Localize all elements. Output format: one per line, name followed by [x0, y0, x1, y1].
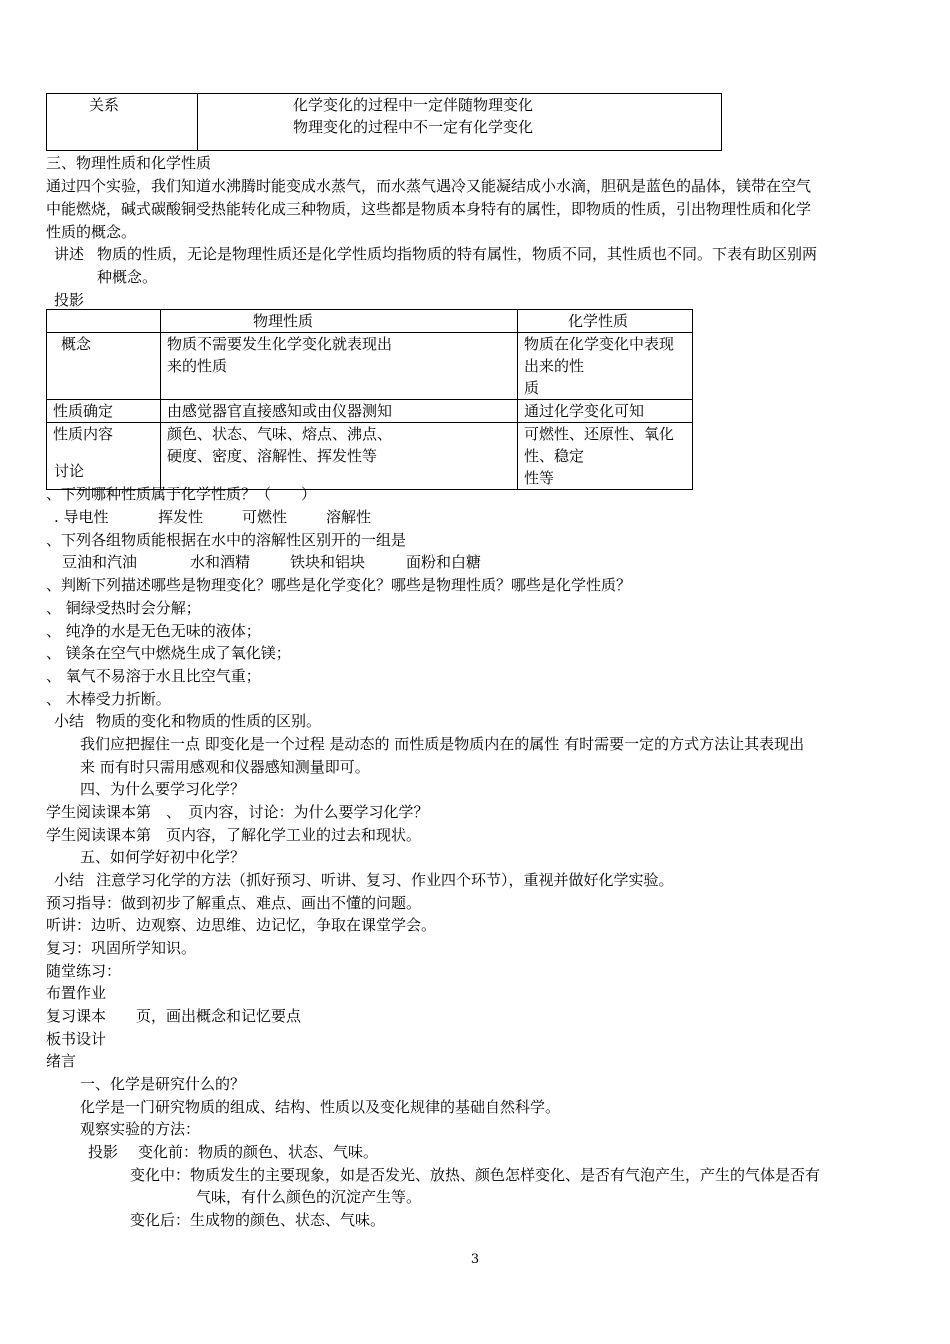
row-determine-label: 性质确定 — [47, 400, 161, 423]
row-content-label: 性质内容 — [47, 423, 161, 490]
header-empty — [47, 310, 161, 333]
content-chemical-line-1: 可燃性、还原性、氧化性、稳定 — [524, 425, 675, 465]
relation-label: 关系 — [47, 94, 198, 151]
content-physical-line-1: 颜色、状态、气味、熔点、沸点、 — [167, 425, 393, 443]
q1-option-b: 挥发性 — [158, 508, 204, 526]
listen-guide: 听讲：边听、边观察、边思维、边记忆，争取在课堂学会。 — [46, 916, 437, 934]
board-q1: 一、化学是研究什么的？ — [80, 1075, 246, 1093]
preview-guide: 预习指导：做到初步了解重点、难点、画出不懂的问题。 — [46, 894, 422, 912]
board-during-2: 气味，有什么颜色的沉淀产生等。 — [196, 1188, 422, 1206]
section5-heading: 五、如何学好初中化学？ — [80, 848, 246, 866]
row-content-physical — [161, 423, 518, 490]
section3-heading: 三、物理性质和化学性质 — [46, 154, 212, 172]
homework-label: 布置作业 — [46, 984, 107, 1002]
row-concept-chemical — [518, 333, 693, 400]
section3-intro-1: 通过四个实验，我们知道水沸腾时能变成水蒸气，而水蒸气遇冷又能凝结成小水滴，胆矾是蓝色的晶体，镁带在空气 — [46, 177, 812, 195]
concept-physical-line-1: 物质不需要发生化学变化就表现出 — [167, 335, 393, 353]
q1-option-a: . 导电性 — [54, 508, 109, 526]
relation-content — [198, 94, 722, 151]
introduction-label: 绪言 — [46, 1052, 77, 1070]
section4-line-2: 学生阅读课本第 页内容，了解化学工业的过去和现状。 — [46, 826, 422, 844]
q3-item-5: 、 木棒受力折断。 — [46, 690, 171, 708]
board-after: 变化后：生成物的颜色、状态、气味。 — [130, 1211, 386, 1229]
review-guide: 复习：巩固所学知识。 — [46, 939, 197, 957]
summary1-label: 小结 — [54, 712, 85, 730]
q2-option-d: 面粉和白糖 — [406, 553, 482, 571]
content-physical-line-2: 硬度、密度、溶解性、挥发性等 — [167, 447, 378, 465]
row-concept-label: 概念 — [47, 333, 161, 400]
discussion-label: 讨论 — [54, 462, 85, 480]
q2-option-a: 豆油和汽油 — [62, 553, 138, 571]
relation-table — [46, 93, 722, 151]
question-1: 、下列哪种性质属于化学性质？（ ） — [46, 485, 317, 503]
q2-option-c: 铁块和铝块 — [290, 553, 366, 571]
concept-chemical-line-1: 物质在化学变化中表现出来的性 — [524, 335, 675, 375]
summary1-detail-1: 我们应把握住一点 即变化是一个过程 是动态的 而性质是物质内在的属性 有时需要一定的方式方法让其表现出 — [80, 735, 805, 753]
homework-text: 复习课本 页，画出概念和记忆要点 — [46, 1007, 302, 1025]
row-determine-chemical: 通过化学变化可知 — [518, 400, 693, 423]
q1-option-c: 可燃性 — [242, 508, 288, 526]
practice-label: 随堂练习： — [46, 962, 122, 980]
board-during-1: 变化中：物质发生的主要现象，如是否发光、放热、颜色怎样变化、是否有气泡产生，产生的气体是否有 — [130, 1166, 821, 1184]
property-comparison-table — [46, 309, 693, 490]
concept-chemical-line-2: 质 — [524, 379, 540, 397]
section4-line-1: 学生阅读课本第 、 页内容，讨论：为什么要学习化学？ — [46, 803, 429, 821]
board-method: 观察实验的方法： — [80, 1120, 201, 1138]
header-physical: 物理性质 — [161, 310, 518, 333]
board-design-label: 板书设计 — [46, 1030, 107, 1048]
q3-item-2: 、 纯净的水是无色无味的液体； — [46, 622, 261, 640]
section3-intro-3: 性质的概念。 — [46, 223, 137, 241]
question-3: 、判断下列描述哪些是物理变化？哪些是化学变化？哪些是物理性质？哪些是化学性质？ — [46, 576, 632, 594]
summary1-detail-2: 来 而有时只需用感观和仪器感知测量即可。 — [80, 758, 370, 776]
q2-option-b: 水和酒精 — [190, 553, 251, 571]
section3-intro-2: 中能燃烧，碱式碳酸铜受热能转化成三种物质，这些都是物质本身特有的属性，即物质的性质，引出物理性质和化学 — [46, 200, 812, 218]
section4-heading: 四、为什么要学习化学？ — [80, 780, 246, 798]
relation-line-2: 物理变化的过程中不一定有化学变化 — [293, 118, 534, 136]
summary2-text: 注意学习化学的方法（抓好预习、听讲、复习、作业四个环节），重视并做好化学实验。 — [96, 871, 674, 889]
row-determine-physical: 由感觉器官直接感知或由仪器测知 — [161, 400, 518, 423]
relation-line-1: 化学变化的过程中一定伴随物理变化 — [293, 96, 534, 114]
question-2: 、下列各组物质能根据在水中的溶解性区别开的一组是 — [46, 531, 407, 549]
content-chemical-line-2: 性等 — [524, 469, 555, 487]
summary1-text: 物质的变化和物质的性质的区别。 — [96, 712, 322, 730]
lecture-line-2: 种概念。 — [97, 268, 158, 286]
board-projection-label: 投影 — [88, 1143, 119, 1161]
row-concept-physical — [161, 333, 518, 400]
board-before: 变化前：物质的颜色、状态、气味。 — [138, 1143, 379, 1161]
row-content-chemical — [518, 423, 693, 490]
summary2-label: 小结 — [54, 871, 85, 889]
q3-item-4: 、 氧气不易溶于水且比空气重； — [46, 667, 261, 685]
concept-physical-line-2: 来的性质 — [167, 357, 228, 375]
lecture-line-1: 物质的性质，无论是物理性质还是化学性质均指物质的特有属性，物质不同，其性质也不同。下表有助区别两 — [97, 245, 818, 263]
header-chemical: 化学性质 — [518, 310, 693, 333]
q3-item-1: 、 铜绿受热时会分解； — [46, 599, 201, 617]
board-definition: 化学是一门研究物质的组成、结构、性质以及变化规律的基础自然科学。 — [80, 1098, 561, 1116]
q1-option-d: 溶解性 — [326, 508, 372, 526]
page-number: 3 — [470, 1252, 480, 1267]
q3-item-3: 、 镁条在空气中燃烧生成了氧化镁； — [46, 644, 291, 662]
projection-label: 投影 — [54, 291, 85, 309]
lecture-label: 讲述 — [54, 245, 85, 263]
